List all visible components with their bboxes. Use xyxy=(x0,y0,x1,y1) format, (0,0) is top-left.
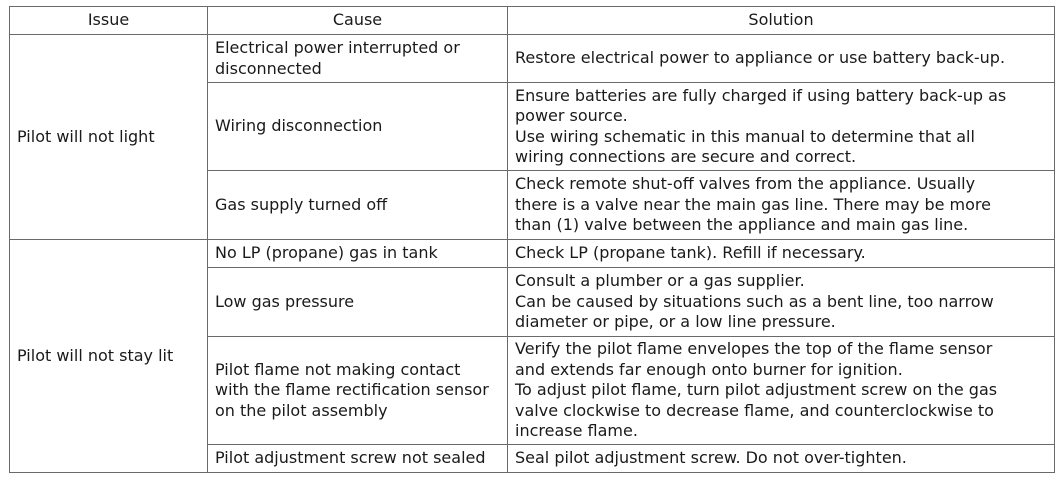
solution-cell xyxy=(508,268,1055,337)
cause-cell xyxy=(208,445,508,473)
issue-cell: Pilot will not stay lit xyxy=(10,240,208,473)
cause-line: disconnected xyxy=(215,58,322,78)
solution-line: increase flame. xyxy=(515,421,638,441)
table-row xyxy=(10,240,1055,268)
solution-line: diameter or pipe, or a low line pressure. xyxy=(515,312,836,332)
cause-line: Pilot flame not making contact xyxy=(215,359,461,379)
table-row xyxy=(10,35,1055,83)
header-cause: Cause xyxy=(208,7,508,35)
header-issue: Issue xyxy=(10,7,208,35)
header-row xyxy=(10,7,1055,35)
cause-line: with the flame rectification sensor xyxy=(215,380,489,400)
cause-line: No LP (propane) gas in tank xyxy=(215,243,438,263)
solution-line: Consult a plumber or a gas supplier. xyxy=(515,271,805,291)
solution-line: To adjust pilot flame, turn pilot adjustment screw on the gas xyxy=(515,380,998,400)
solution-line: there is a valve near the main gas line. There may be more xyxy=(515,194,991,214)
solution-line: Check LP (propane tank). Refill if necessary. xyxy=(515,243,866,263)
cause-cell xyxy=(208,171,508,240)
solution-line: than (1) valve between the appliance and main gas line. xyxy=(515,215,969,235)
cause-line: Wiring disconnection xyxy=(215,116,383,136)
solution-line: Seal pilot adjustment screw. Do not over-tighten. xyxy=(515,448,907,468)
cause-line: Low gas pressure xyxy=(215,291,355,311)
solution-line: Ensure batteries are fully charged if using battery back-up as xyxy=(515,85,1007,105)
cause-cell xyxy=(208,337,508,445)
solution-cell xyxy=(508,445,1055,473)
solution-cell xyxy=(508,240,1055,268)
solution-line: Can be caused by situations such as a bent line, too narrow xyxy=(515,291,994,311)
issue-cell: Pilot will not light xyxy=(10,35,208,240)
cause-line: Gas supply turned off xyxy=(215,194,388,214)
solution-line: Check remote shut-off valves from the appliance. Usually xyxy=(515,174,976,194)
solution-cell xyxy=(508,83,1055,171)
solution-line: power source. xyxy=(515,106,628,125)
cause-line: Pilot adjustment screw not sealed xyxy=(215,448,486,468)
cause-cell xyxy=(208,240,508,268)
cause-cell xyxy=(208,268,508,337)
solution-cell xyxy=(508,171,1055,240)
solution-line: Restore electrical power to appliance or use battery back-up. xyxy=(515,48,1006,68)
cause-cell xyxy=(208,83,508,171)
header-solution: Solution xyxy=(508,7,1055,35)
cause-line: Electrical power interrupted or xyxy=(215,38,460,57)
solution-line: Verify the pilot flame envelopes the top of the flame sensor xyxy=(515,339,993,359)
cause-cell xyxy=(208,35,508,83)
solution-cell xyxy=(508,35,1055,83)
solution-line: valve clockwise to decrease flame, and counterclockwise to xyxy=(515,400,994,420)
solution-cell xyxy=(508,337,1055,445)
troubleshooting-table xyxy=(9,6,1055,473)
solution-line: Use wiring schematic in this manual to determine that all xyxy=(515,126,975,146)
solution-line: and extends far enough onto burner for ignition. xyxy=(515,359,903,379)
solution-line: wiring connections are secure and correct. xyxy=(515,147,857,166)
cause-line: on the pilot assembly xyxy=(215,400,388,420)
